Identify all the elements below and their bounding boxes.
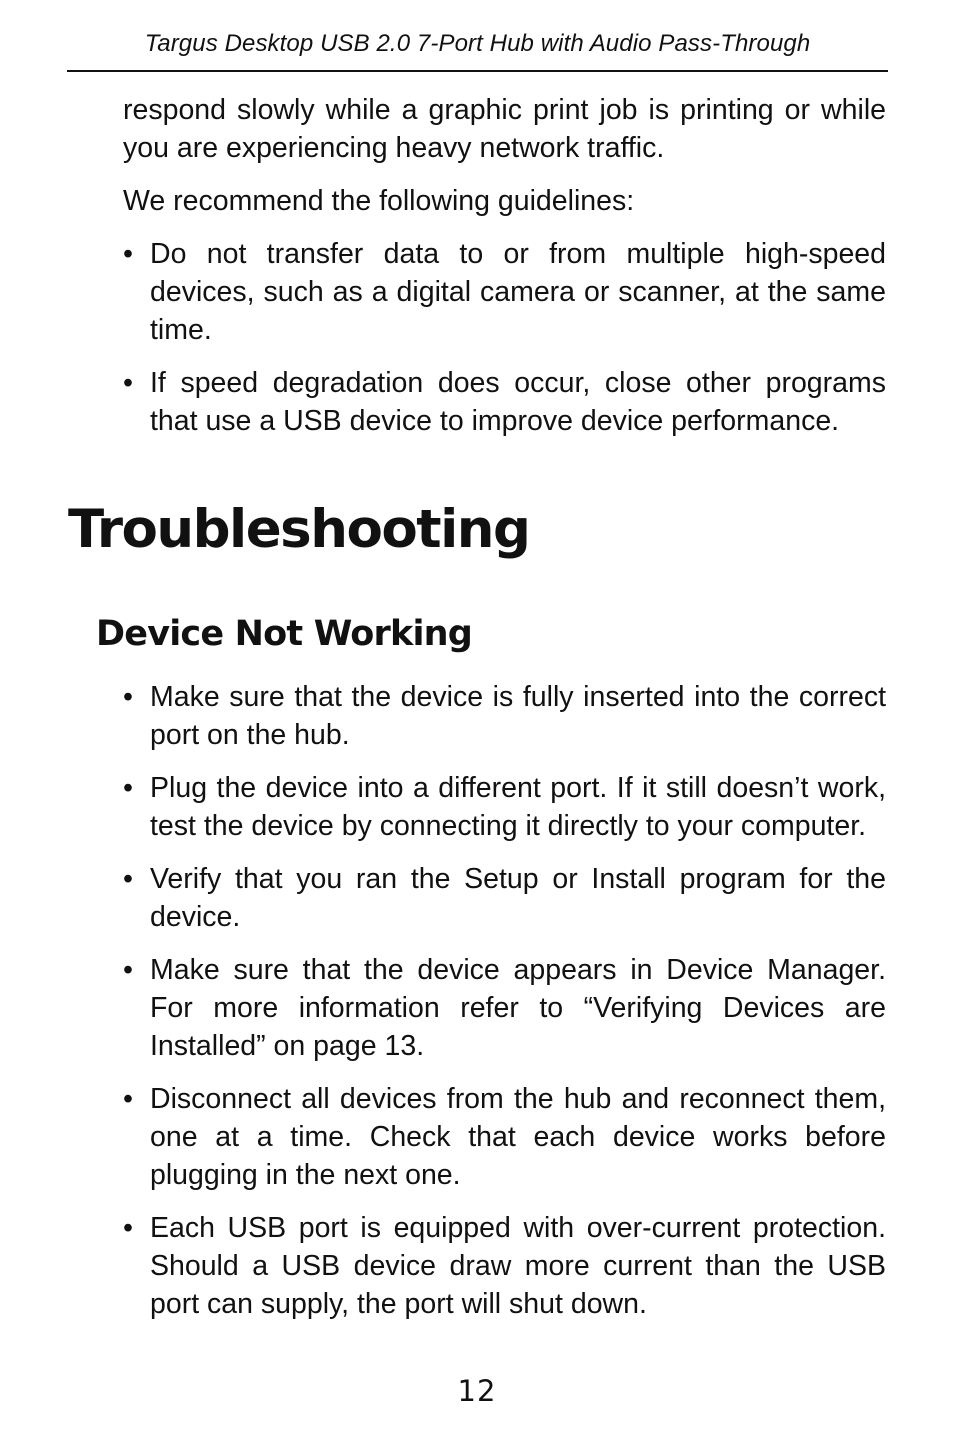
list-item: [123, 678, 886, 754]
bullet-marker: •: [123, 772, 133, 804]
list-item-text: Do not transfer data to or from multiple high-speed devices, such as a digital camera or scanner, at the same time.: [150, 238, 886, 346]
bullet-marker: •: [123, 954, 133, 986]
bullet-marker: •: [123, 367, 133, 399]
bullet-marker: •: [123, 1083, 133, 1115]
continuation-paragraph: respond slowly while a graphic print job is printing or while you are experiencing heavy network traffic.: [123, 94, 886, 164]
list-item-text: Each USB port is equipped with over-current protection. Should a USB device draw more current than the USB port can supply, the port will shut down.: [150, 1212, 886, 1320]
page-number: 12: [457, 1374, 497, 1408]
list-item-text: Verify that you ran the Setup or Install program for the device.: [150, 863, 886, 933]
list-item-text: If speed degradation does occur, close other programs that use a USB device to improve device performance.: [150, 367, 886, 437]
bullet-marker: •: [123, 238, 133, 270]
guidelines-lead: We recommend the following guidelines:: [123, 185, 635, 217]
troubleshooting-list: [123, 678, 886, 1323]
list-item: [123, 1080, 886, 1194]
subsection-heading: Device Not Working: [96, 614, 473, 654]
list-item: [123, 951, 886, 1065]
bullet-marker: •: [123, 863, 133, 895]
bullet-marker: •: [123, 681, 133, 713]
list-item-text: Plug the device into a different port. If it still doesn’t work, test the device by connecting it directly to your computer.: [150, 772, 886, 842]
list-item: [123, 769, 886, 845]
section-heading: Troubleshooting: [68, 499, 530, 560]
running-header: Targus Desktop USB 2.0 7-Port Hub with Audio Pass-Through: [144, 30, 811, 57]
header-divider: [67, 70, 888, 72]
list-item-text: Make sure that the device appears in Device Manager. For more information refer to “Verifying Devices are Installed” on page 13.: [150, 954, 886, 1062]
guidelines-list: [123, 235, 886, 440]
list-item: [123, 364, 886, 440]
bullet-marker: •: [123, 1212, 133, 1244]
list-item-text: Make sure that the device is fully inserted into the correct port on the hub.: [150, 681, 886, 751]
list-item: [123, 860, 886, 936]
list-item-text: Disconnect all devices from the hub and reconnect them, one at a time. Check that each device works before plugging in the next one.: [150, 1083, 886, 1191]
list-item: [123, 1209, 886, 1323]
list-item: [123, 235, 886, 349]
